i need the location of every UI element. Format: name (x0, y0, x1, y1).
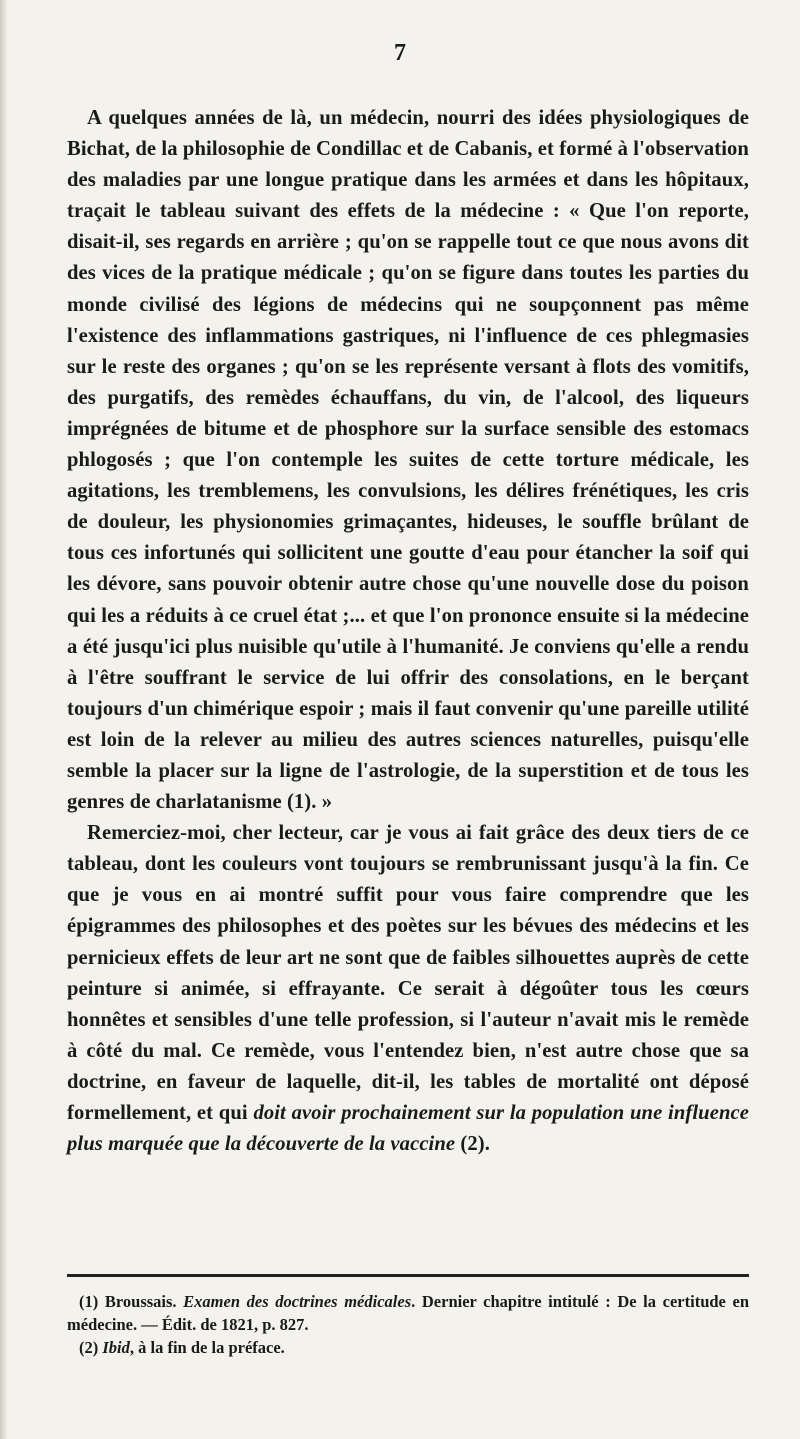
paragraph-2-text: Remerciez-moi, cher lecteur, car je vous ai fait grâce des deux tiers de ce tableau, dont les couleurs vont toujours se rembrunissant jusqu'à la fin. Ce que je vous en ai montré suffit pour vous faire comprendre que les épigrammes des philosophes et des poètes sur les bévues des médecins et les pernicieux effets de leur art ne sont que de faibles silhouettes auprès de cette peinture si animée, si effrayante. Ce serait à dégoûter tous les cœurs honnêtes et sensibles d'une telle profession, si l'auteur n'avait mis le remède à côté du mal. Ce remède, vous l'entendez bien, n'est autre chose que sa doctrine, en faveur de laquelle, dit-il, les tables de mortalité ont déposé formellement, et qui (67, 822, 749, 1124)
paragraph-2-italic-quote: doit avoir prochainement sur la population une influence plus marquée que la découverte de la vaccine (67, 1102, 750, 1156)
page-number: 7 (394, 40, 406, 66)
footnote-2 (67, 1336, 749, 1359)
footnote-2-ibid: Ibid (102, 1338, 130, 1357)
footnote-2-detail: , à la fin de la préface. (129, 1338, 285, 1357)
paragraph-1 (67, 103, 749, 818)
footnote-1 (67, 1290, 749, 1336)
paragraph-2-reference: (2). (455, 1133, 490, 1156)
body-text (67, 103, 749, 1160)
paragraph-1-text: A quelques années de là, un médecin, nourri des idées physiologiques de Bichat, de la philosophie de Condillac et de Cabanis, et formé à l'observation des maladies par une longue pratique dans les armées et dans les hôpitaux, traçait le tableau suivant des effets de la médecine : « Que l'on reporte, disait-il, ses regards en arrière ; qu'on se rappelle tout ce que nous avons dit des vices de la pratique médicale ; qu'on se figure dans toutes les parties du monde civilisé des légions de médecins qui ne soupçonnent pas même l'existence des inflammations gastriques, ni l'influence de ces phlegmasies sur le reste des organes ; qu'on se les représente versant à flots des vomitifs, des purgatifs, des remèdes échauffans, du vin, de l'alcool, des liqueurs imprégnées de bitume et de phosphore sur la surface sensible des estomacs phlogosés ; que l'on contemple les suites de cette torture médicale, les agitations, les tremblemens, les convulsions, les délires frénétiques, les cris de douleur, les physionomies grimaçantes, hideuses, le souffle brûlant de tous ces infortunés qui sollicitent une goutte d'eau pour étancher la soif qui les dévore, sans pouvoir obtenir autre chose qu'une nouvelle dose du poison qui les a réduits à ce cruel état ;... et que l'on prononce ensuite si la médecine a été jusqu'ici plus nuisible qu'utile à l'humanité. Je conviens qu'elle a rendu à l'être souffrant le service de lui offrir des consolations, en le berçant toujours d'un chimérique espoir ; mais il faut convenir qu'une pareille utilité est loin de la relever au milieu des autres sciences naturelles, puisqu'elle semble la placer sur la ligne de l'astrologie, de la superstition et de tous les genres de charlatanisme (1). » (67, 107, 749, 814)
page-edge-shadow (0, 0, 8, 1439)
footnotes (67, 1290, 749, 1359)
footnote-2-number: (2) (79, 1338, 103, 1357)
footnote-1-title: Examen des doctrines médicales (183, 1292, 412, 1311)
paragraph-2 (67, 818, 749, 1160)
footnote-1-detail: . Dernier chapitre intitulé : De la certitude en médecine. — Édit. de 1821, p. 827. (67, 1292, 749, 1334)
footnote-1-author: (1) Broussais. (79, 1292, 184, 1311)
footnote-divider (67, 1274, 749, 1277)
